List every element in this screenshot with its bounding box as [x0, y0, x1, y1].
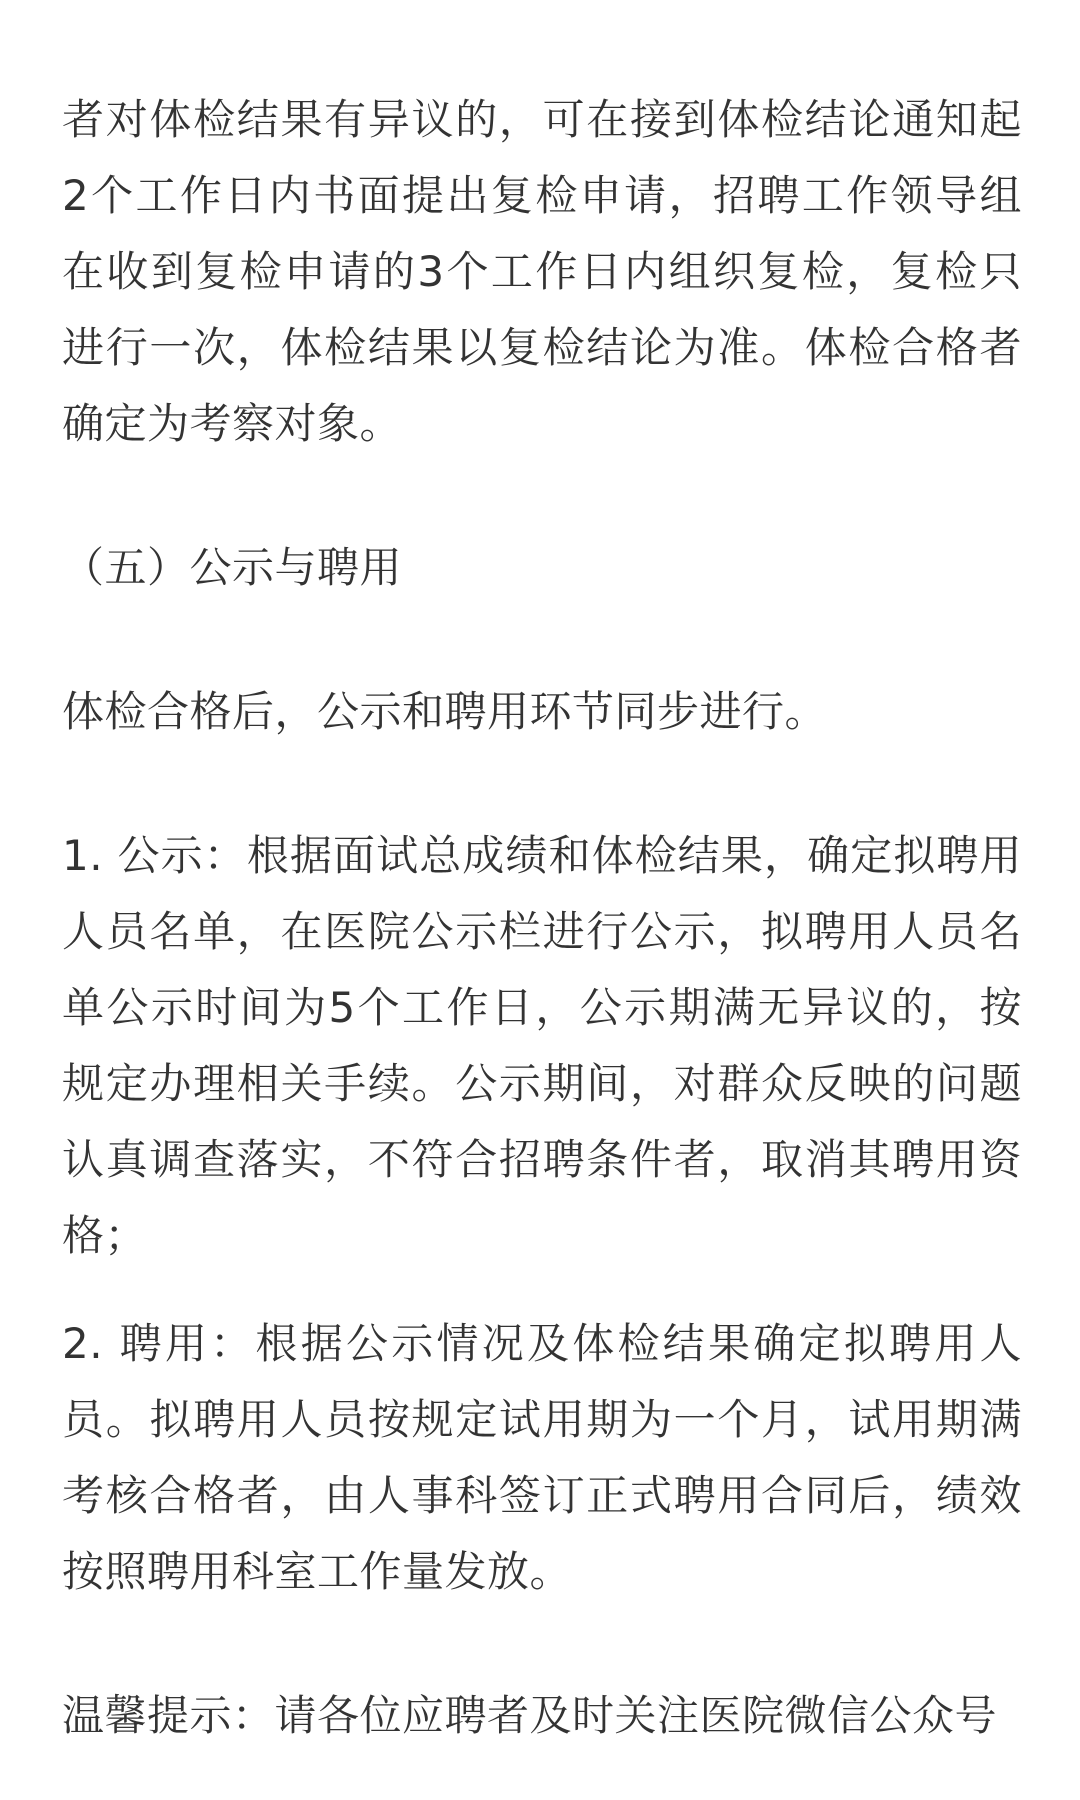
article-body	[62, 82, 1022, 1754]
paragraph-publicity: 1. 公示：根据面试总成绩和体检结果，确定拟聘用人员名单，在医院公示栏进行公示，拟聘用人员名单公示时间为5个工作日，公示期满无异议的，按规定办理相关手续。公示期间，对群众反映的问题认真调查落实，不符合招聘条件者，取消其聘用资格；	[62, 831, 1022, 1260]
paragraph-tip: 温馨提示：请各位应聘者及时关注医院微信公众号	[62, 1691, 998, 1740]
paragraph-medical-recheck: 者对体检结果有异议的，可在接到体检结论通知起2个工作日内书面提出复检申请，招聘工作领导组在收到复检申请的3个工作日内组织复检，复检只进行一次，体检结果以复检结论为准。体检合格者确定为考察对象。	[62, 95, 1022, 448]
paragraph-employment: 2. 聘用：根据公示情况及体检结果确定拟聘用人员。拟聘用人员按规定试用期为一个月，试用期满考核合格者，由人事科签订正式聘用合同后，绩效按照聘用科室工作量发放。	[62, 1319, 1022, 1596]
paragraph-intro: 体检合格后，公示和聘用环节同步进行。	[62, 687, 828, 736]
section-heading-publicity-employment: （五）公示与聘用	[62, 543, 403, 592]
